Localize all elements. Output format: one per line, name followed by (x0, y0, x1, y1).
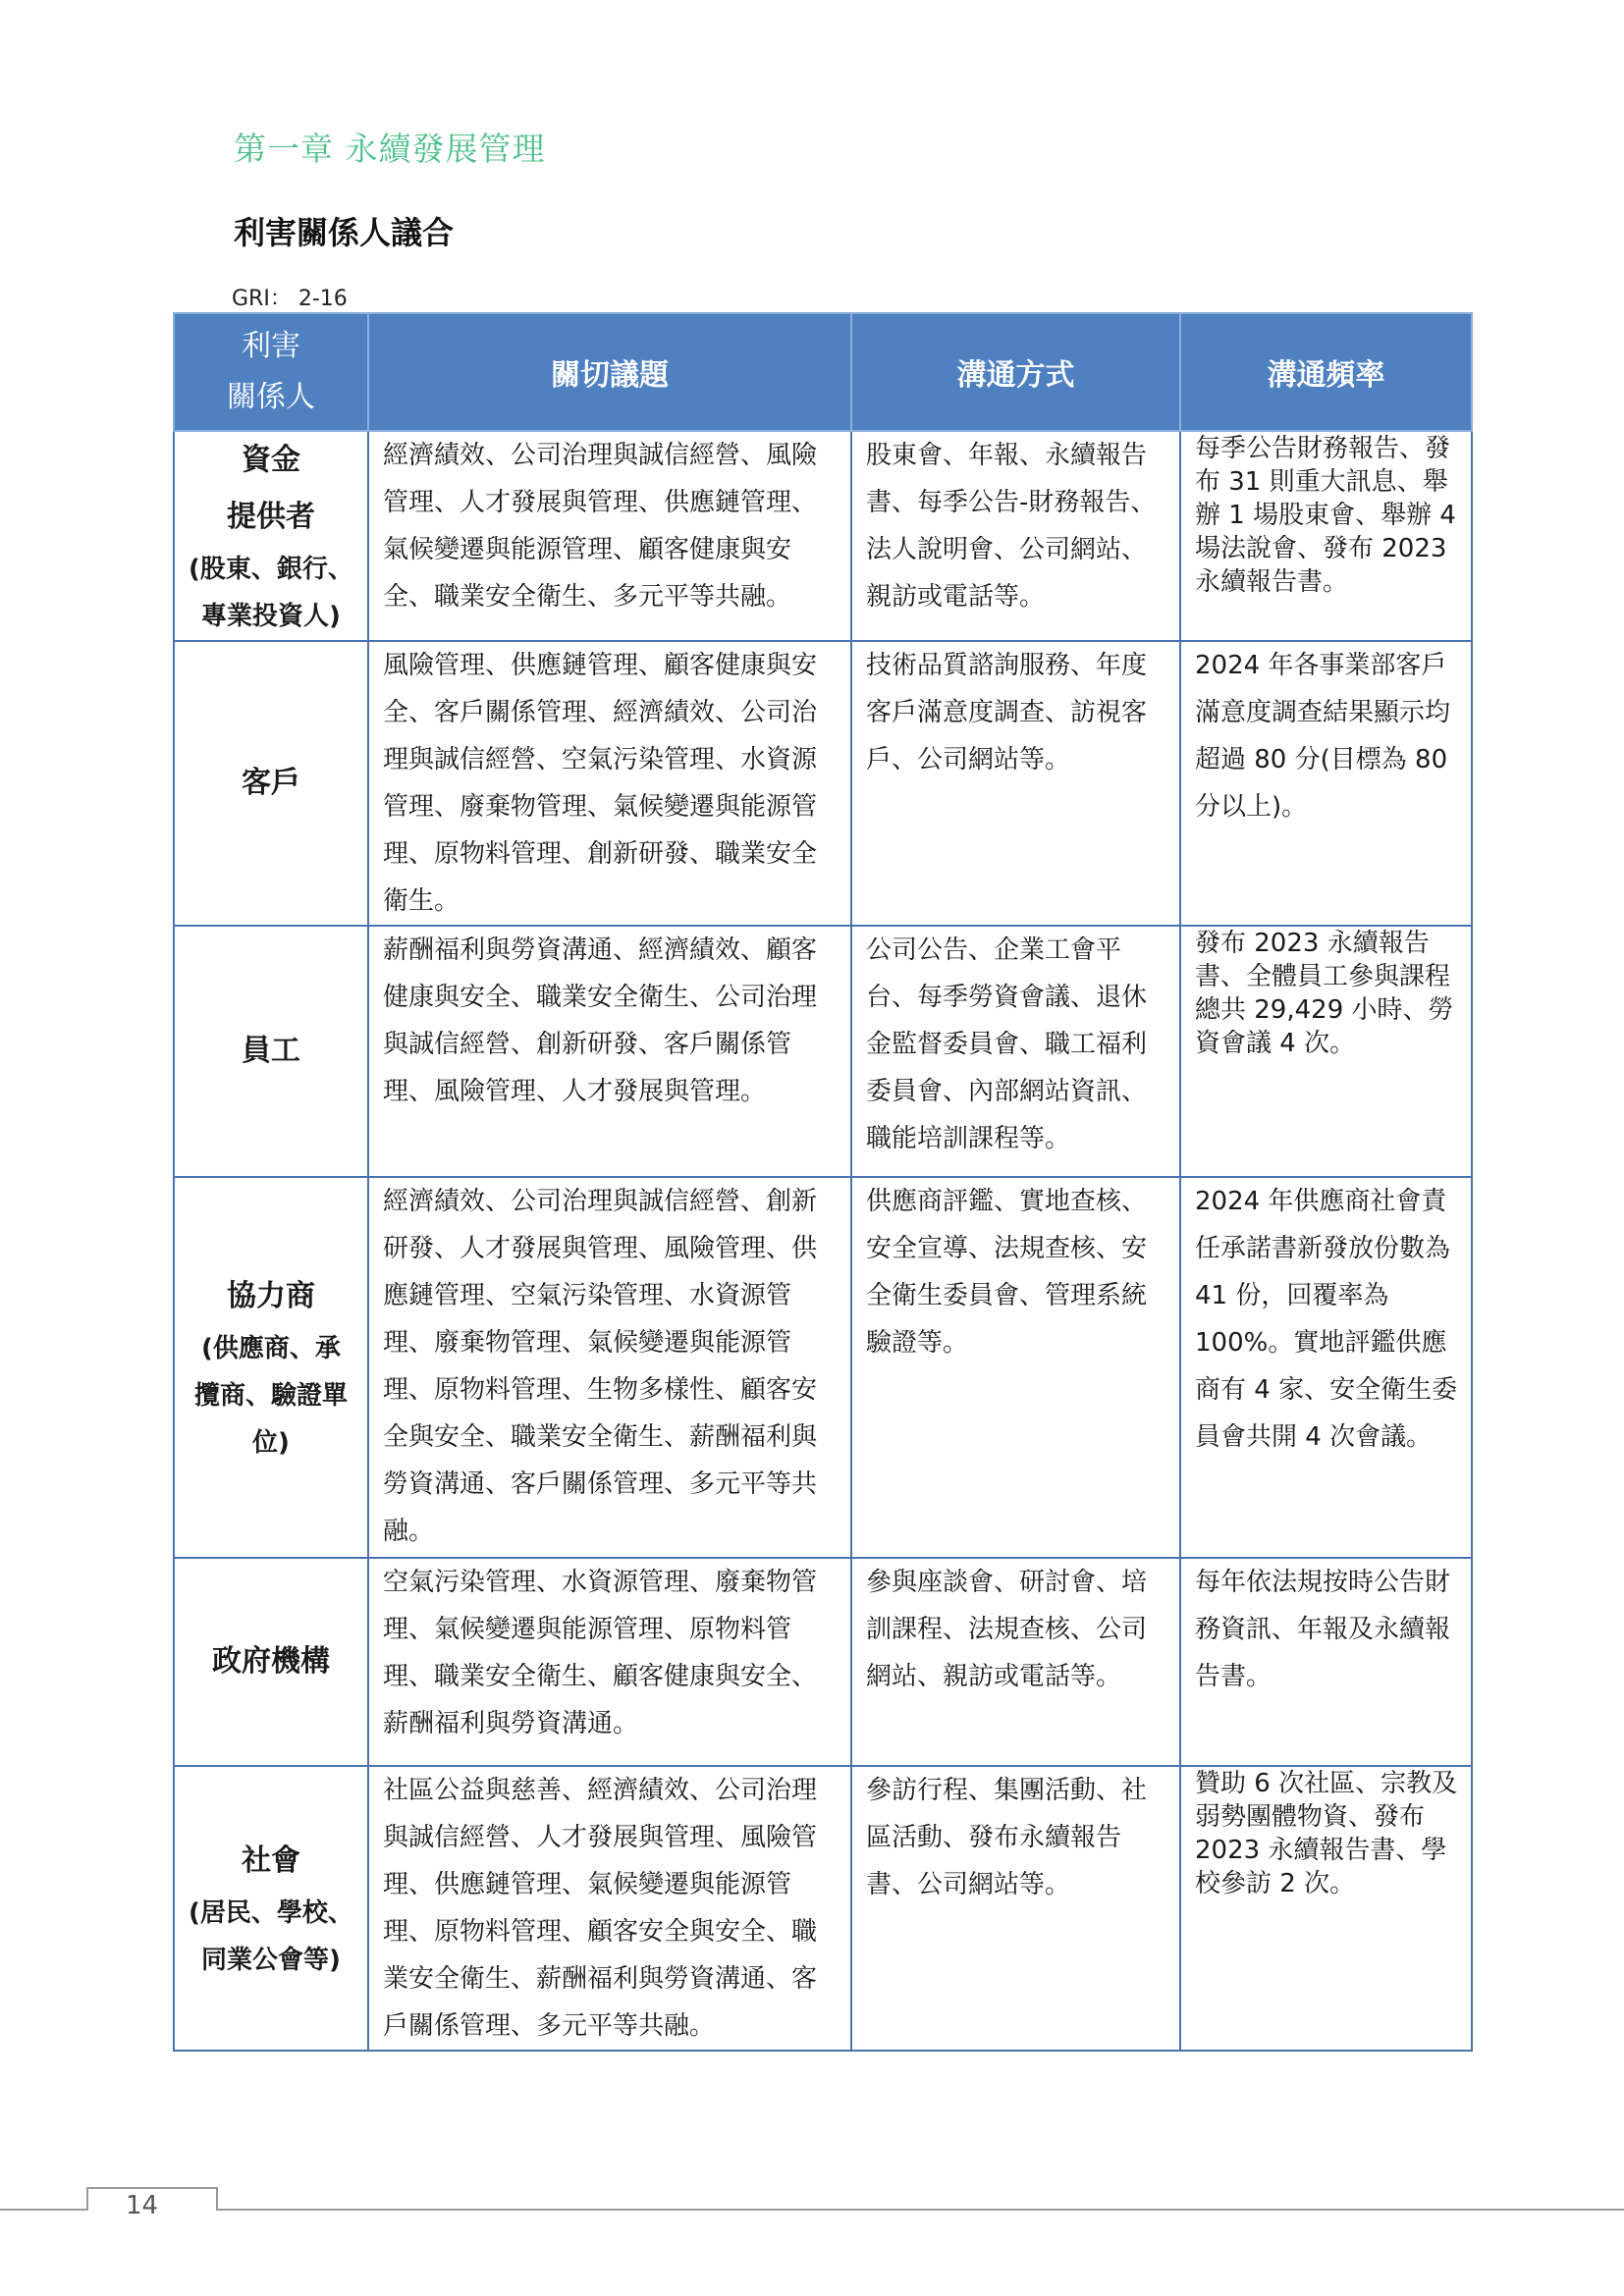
stakeholder-cell (174, 1766, 368, 2051)
header-frequency: 溝通頻率 (1180, 313, 1472, 431)
methods-cell: 股東會、年報、永續報告書、每季公告-財務報告、法人說明會、公司網站、親訪或電話等。 (851, 431, 1180, 641)
issues-cell: 社區公益與慈善、經濟績效、公司治理與誠信經營、人才發展與管理、風險管理、供應鏈管理、氣候變遷與能源管理、原物料管理、顧客安全與安全、職業安全衛生、薪酬福利與勞資溝通、客戶關係管理、多元平等共融。 (368, 1766, 851, 2051)
frequency-cell: 發布 2023 永續報告書、全體員工參與課程總共 29,429 小時、勞資會議 4 次。 (1180, 926, 1472, 1177)
stakeholder-table (173, 312, 1473, 2052)
table-row (174, 926, 1472, 1177)
table-row (174, 1558, 1472, 1766)
stakeholder-subtitle: (股東、銀行、 (189, 555, 353, 584)
frequency-cell: 每年依法規按時公告財務資訊、年報及永續報告書。 (1180, 1558, 1472, 1766)
stakeholder-subtitle: 同業公會等) (201, 1946, 341, 1975)
stakeholder-name: 政府機構 (212, 1644, 330, 1679)
stakeholder-cell (174, 1177, 368, 1558)
section-title: 利害關係人議合 (234, 214, 455, 251)
stakeholder-name: 協力商 (227, 1279, 315, 1313)
header-methods: 溝通方式 (851, 313, 1180, 431)
table-row (174, 431, 1472, 641)
issues-cell: 經濟績效、公司治理與誠信經營、風險管理、人才發展與管理、供應鏈管理、氣候變遷與能源管理、顧客健康與安全、職業安全衛生、多元平等共融。 (368, 431, 851, 641)
header-stakeholder (174, 313, 368, 431)
stakeholder-subtitle: 位) (252, 1428, 290, 1458)
stakeholder-cell (174, 641, 368, 926)
table-row (174, 1766, 1472, 2051)
footer-divider (0, 2209, 1624, 2211)
stakeholder-name: 提供者 (227, 500, 315, 534)
table-row (174, 641, 1472, 926)
header-stakeholder-line2: 關係人 (227, 380, 315, 414)
frequency-cell: 2024 年各事業部客戶滿意度調查結果顯示均超過 80 分(目標為 80 分以上)。 (1180, 641, 1472, 926)
frequency-cell: 每季公告財務報告、發布 31 則重大訊息、舉辦 1 場股東會、舉辦 4 場法說會、發布 2023 永續報告書。 (1180, 431, 1472, 641)
stakeholder-subtitle: 專業投資人) (201, 602, 341, 631)
methods-cell: 技術品質諮詢服務、年度客戶滿意度調查、訪視客戶、公司網站等。 (851, 641, 1180, 926)
issues-cell: 薪酬福利與勞資溝通、經濟績效、顧客健康與安全、職業安全衛生、公司治理與誠信經營、創新研發、客戶關係管理、風險管理、人才發展與管理。 (368, 926, 851, 1177)
stakeholder-cell (174, 1558, 368, 1766)
chapter-title: 第一章 永續發展管理 (234, 130, 546, 168)
header-stakeholder-line1: 利害 (242, 329, 300, 363)
stakeholder-name: 客戶 (242, 766, 300, 800)
stakeholder-name: 員工 (242, 1034, 300, 1068)
issues-cell: 經濟績效、公司治理與誠信經營、創新研發、人才發展與管理、風險管理、供應鏈管理、空氣污染管理、水資源管理、廢棄物管理、氣候變遷與能源管理、原物料管理、生物多樣性、顧客安全與安全、職業安全衛生、薪酬福利與勞資溝通、客戶關係管理、多元平等共融。 (368, 1177, 851, 1558)
stakeholder-name: 資金 (242, 443, 300, 477)
table-row (174, 1177, 1472, 1558)
methods-cell: 參與座談會、研討會、培訓課程、法規查核、公司網站、親訪或電話等。 (851, 1558, 1180, 1766)
header-issues: 關切議題 (368, 313, 851, 431)
frequency-cell: 2024 年供應商社會責任承諾書新發放份數為 41 份，回覆率為 100%。實地評鑑供應商有 4 家、安全衛生委員會共開 4 次會議。 (1180, 1177, 1472, 1558)
stakeholder-subtitle: (居民、學校、 (189, 1898, 353, 1928)
stakeholder-subtitle: (供應商、承 (201, 1334, 341, 1363)
issues-cell: 風險管理、供應鏈管理、顧客健康與安全、客戶關係管理、經濟績效、公司治理與誠信經營、空氣污染管理、水資源管理、廢棄物管理、氣候變遷與能源管理、原物料管理、創新研發、職業安全衛生。 (368, 641, 851, 926)
methods-cell: 供應商評鑑、實地查核、安全宣導、法規查核、安全衛生委員會、管理系統驗證等。 (851, 1177, 1180, 1558)
issues-cell: 空氣污染管理、水資源管理、廢棄物管理、氣候變遷與能源管理、原物料管理、職業安全衛生、顧客健康與安全、薪酬福利與勞資溝通。 (368, 1558, 851, 1766)
table-header-row (174, 313, 1472, 431)
methods-cell: 參訪行程、集團活動、社區活動、發布永續報告書、公司網站等。 (851, 1766, 1180, 2051)
stakeholder-cell (174, 431, 368, 641)
methods-cell: 公司公告、企業工會平台、每季勞資會議、退休金監督委員會、職工福利委員會、內部網站資訊、職能培訓課程等。 (851, 926, 1180, 1177)
stakeholder-subtitle: 攬商、驗證單 (193, 1381, 348, 1411)
frequency-cell: 贊助 6 次社區、宗教及弱勢團體物資、發布 2023 永續報告書、學校參訪 2 次。 (1180, 1766, 1472, 2051)
stakeholder-name: 社會 (242, 1843, 300, 1878)
stakeholder-cell (174, 926, 368, 1177)
page-number: 14 (126, 2191, 159, 2220)
gri-reference: GRI： 2-16 (232, 287, 348, 311)
